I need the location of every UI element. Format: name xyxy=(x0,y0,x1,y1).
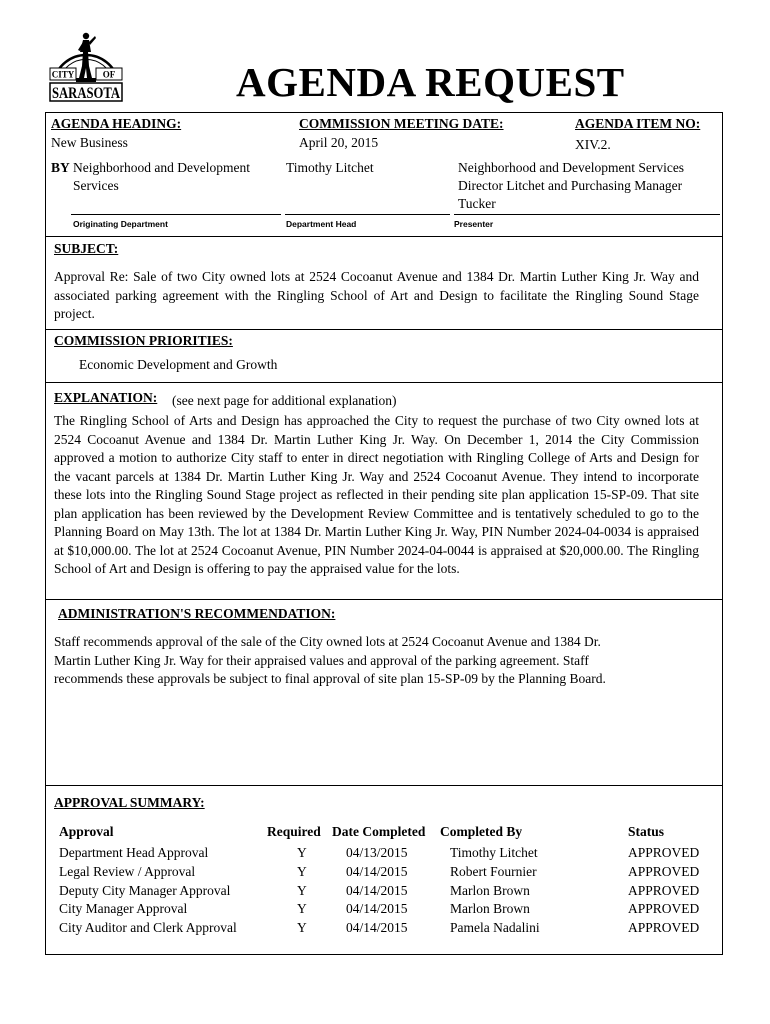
divider xyxy=(46,599,722,600)
agenda-item-no-value: XIV.2. xyxy=(575,137,611,152)
approval-status: APPROVED xyxy=(628,863,700,879)
statue-logo-icon xyxy=(48,22,124,104)
table-row xyxy=(59,845,708,864)
approval-summary-table xyxy=(59,824,708,939)
approval-status: APPROVED xyxy=(628,901,700,917)
table-header-row xyxy=(59,824,708,845)
approval-name: Legal Review / Approval xyxy=(59,863,196,879)
explanation-note: (see next page for additional explanation) xyxy=(172,393,397,408)
approval-completed-by: Marlon Brown xyxy=(450,901,530,917)
approval-completed-by: Timothy Litchet xyxy=(450,845,538,860)
approval-required: Y xyxy=(297,863,307,879)
explanation-label: EXPLANATION: xyxy=(54,390,158,405)
originating-department-line1: Neighborhood and Development xyxy=(73,160,250,175)
svg-text:CITY: CITY xyxy=(51,69,75,80)
presenter-line3: Tucker xyxy=(458,196,496,211)
svg-text:OF: OF xyxy=(102,69,116,80)
column-header: Status xyxy=(628,824,665,839)
originating-department-line2: Services xyxy=(73,178,119,193)
recommendation-line: Martin Luther King Jr. Way for their appraised values and approval of the parking agreement. Staff xyxy=(54,652,589,668)
divider xyxy=(46,382,722,383)
svg-text:SARASOTA: SARASOTA xyxy=(52,85,121,102)
approval-date: 04/14/2015 xyxy=(346,863,408,879)
subject-label: SUBJECT: xyxy=(54,241,119,256)
approval-date: 04/13/2015 xyxy=(346,845,408,860)
commission-priorities-label: COMMISSION PRIORITIES: xyxy=(54,333,233,348)
table-row xyxy=(59,920,708,939)
recommendation-label: ADMINISTRATION'S RECOMMENDATION: xyxy=(58,606,336,621)
approval-name: City Manager Approval xyxy=(59,901,188,917)
divider xyxy=(46,329,722,330)
subject-text: Approval Re: Sale of two City owned lots at 2524 Cocoanut Avenue and 1384 Dr. Martin Luther King Jr. Way and associated parking agreement with the Ringling School of Art and Design to facilitate the Ringling Sound Stage project. xyxy=(54,269,699,321)
commission-priorities-text: Economic Development and Growth xyxy=(79,357,278,372)
approval-status: APPROVED xyxy=(628,845,700,860)
approval-name: Deputy City Manager Approval xyxy=(59,882,231,898)
approval-required: Y xyxy=(297,901,307,917)
signature-line xyxy=(454,214,720,215)
divider xyxy=(46,785,722,786)
recommendation-text xyxy=(54,633,606,689)
agenda-heading-value: New Business xyxy=(51,135,128,150)
divider xyxy=(46,236,722,237)
explanation-text: The Ringling School of Arts and Design has approached the City to request the purchase of two City owned lots at 2524 Cocoanut Avenue and 1384 Dr. Martin Luther King Jr. Way. On December 1, 2014 the City Commission approved a motion to authorize City staff to enter in direct negotiation with Ringling College of Arts and Design for the vacant parcels at 1384 Dr. Martin Luther King Jr. Way and 2524 Cocoanut Avenue. They intend to incorporate these lots into the Ringling Sound Stage project as reflected in their pending site plan application 15-SP-09. That site plan application has been reviewed by the Development Review Committee and is tentatively scheduled to go to the Planning Board on May 13th. The lot at 1384 Dr. Martin Luther King Jr. Way, PIN Number 2024-04-0034 is appraised at $10,000.00. The lot at 2524 Cocoanut Avenue, PIN Number 2024-04-0044 is appraised at $20,000.00. The Ringling School of Art and Design is offering to pay the appraised value for the lots. xyxy=(54,413,699,576)
approval-completed-by: Robert Fournier xyxy=(450,863,537,879)
approval-name: Department Head Approval xyxy=(59,845,209,860)
city-seal-logo xyxy=(48,22,124,104)
agenda-heading-label: AGENDA HEADING: xyxy=(51,116,182,131)
presenter-caption: Presenter xyxy=(454,219,494,229)
signature-line xyxy=(285,214,450,215)
approval-date: 04/14/2015 xyxy=(346,882,408,898)
approval-required: Y xyxy=(297,920,307,936)
table-row xyxy=(59,901,708,920)
column-header: Required xyxy=(267,824,321,839)
column-header: Approval xyxy=(59,824,114,839)
column-header: Completed By xyxy=(440,824,523,839)
approval-status: APPROVED xyxy=(628,882,700,898)
approval-required: Y xyxy=(297,882,307,898)
approval-summary-label: APPROVAL SUMMARY: xyxy=(54,795,205,810)
department-head-name: Timothy Litchet xyxy=(286,160,374,175)
table-row xyxy=(59,883,708,902)
page-title: AGENDA REQUEST xyxy=(236,59,625,105)
column-header: Date Completed xyxy=(332,824,426,839)
approval-name: City Auditor and Clerk Approval xyxy=(59,920,237,936)
approval-completed-by: Pamela Nadalini xyxy=(450,920,540,936)
originating-department-caption: Originating Department xyxy=(73,219,168,229)
approval-date: 04/14/2015 xyxy=(346,920,408,936)
by-label: BY xyxy=(51,160,70,175)
meeting-date-label: COMMISSION MEETING DATE: xyxy=(299,116,504,131)
recommendation-line: Staff recommends approval of the sale of the City owned lots at 2524 Cocoanut Avenue and 1384 Dr. xyxy=(54,634,601,649)
presenter-line2: Director Litchet and Purchasing Manager xyxy=(458,178,683,193)
approval-completed-by: Marlon Brown xyxy=(450,882,530,898)
signature-line xyxy=(71,214,281,215)
presenter-line1: Neighborhood and Development Services xyxy=(458,160,685,175)
approval-date: 04/14/2015 xyxy=(346,901,408,917)
table-row xyxy=(59,864,708,883)
meeting-date-value: April 20, 2015 xyxy=(299,135,379,150)
approval-required: Y xyxy=(297,845,307,860)
approval-status: APPROVED xyxy=(628,920,700,936)
agenda-item-no-label: AGENDA ITEM NO: xyxy=(575,116,701,131)
recommendation-line: recommends these approvals be subject to final approval of site plan 15-SP-09 by the Planning Board. xyxy=(54,671,606,686)
department-head-caption: Department Head xyxy=(286,219,357,229)
